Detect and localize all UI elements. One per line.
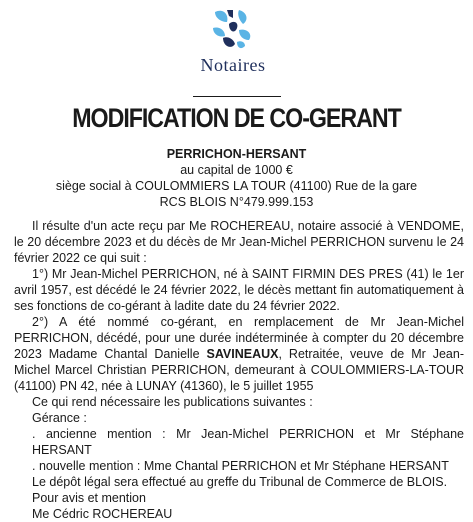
company-rcs: RCS BLOIS N°479.999.153	[159, 195, 314, 209]
paragraph-publications: Ce qui rend nécessaire les publications suivantes :	[32, 395, 313, 409]
paragraph-item-2-end: , Retraitée, veuve de Mr Jean-Michel Marcel Christian PERRICHON, demeurant à COULOMMIERS-LA-TOUR (41100) PN 42, née à LUNAY (41360), le 5 juillet 1955	[14, 347, 464, 393]
divider	[193, 96, 281, 97]
paragraph-depot: Le dépôt légal sera effectué au greffe du Tribunal de Commerce de BLOIS.	[32, 475, 448, 489]
paragraph-item-2-start: 2°) A été nommé co-gérant, en remplacement de Mr Jean-Michel PERRICHON, décédé, pour une durée indéterminée à compter du 20 décembre 2023 Madame Chantal Danielle	[14, 315, 464, 361]
paragraph-item-1: 1°) Mr Jean-Michel PERRICHON, né à SAINT FIRMIN DES PRES (41) le 1er avril 1957, est décédé le 24 février 2022, le décès mettant fin automatiquement à ses fonctions de co-gérant à ladite date du 24 février 2022.	[14, 267, 464, 313]
paragraph-old-mention: . ancienne mention : Mr Jean-Michel PERRICHON et Mr Stéphane HERSANT	[32, 427, 464, 457]
paragraph-intro: Il résulte d'un acte reçu par Me ROCHEREAU, notaire associé à VENDOME, le 20 décembre 2023 et du décès de Mr Jean-Michel PERRICHON survenu le 24 février 2022 ce qui suit :	[14, 219, 464, 265]
surname-savineaux: SAVINEAUX	[206, 347, 279, 361]
paragraph-item-2	[14, 314, 464, 394]
logo-text: Notaires	[200, 55, 266, 75]
company-name: PERRICHON-HERSANT	[166, 147, 307, 161]
page-title: MODIFICATION DE CO-GERANT	[72, 103, 401, 133]
paragraph-gerance: Gérance :	[32, 411, 87, 425]
notaires-logo	[183, 6, 283, 76]
notice-body	[14, 218, 464, 522]
company-seat: siège social à COULOMMIERS LA TOUR (41100) Rue de la gare	[55, 179, 418, 193]
paragraph-new-mention: . nouvelle mention : Mme Chantal PERRICHON et Mr Stéphane HERSANT	[32, 459, 449, 473]
company-capital: au capital de 1000 €	[180, 163, 293, 177]
notaires-emblem-icon	[209, 6, 255, 52]
paragraph-avis: Pour avis et mention	[32, 491, 146, 505]
company-block	[0, 146, 473, 210]
paragraph-signature: Me Cédric ROCHEREAU	[32, 507, 173, 521]
